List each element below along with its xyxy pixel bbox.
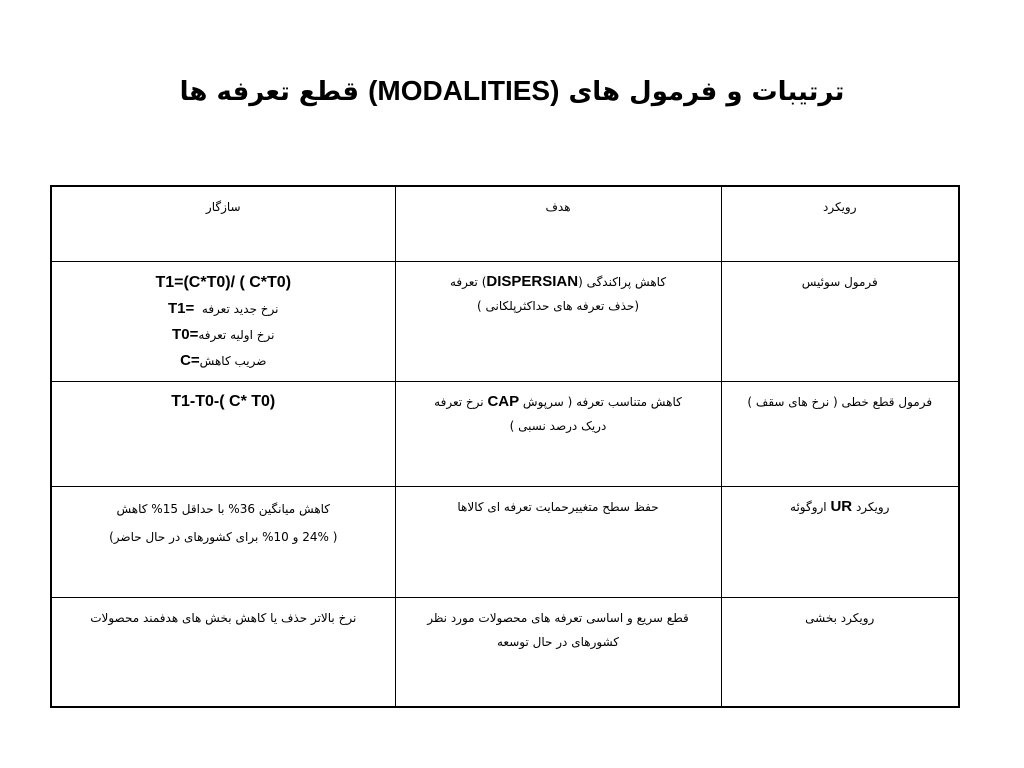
goal-line <box>402 390 715 414</box>
title-suffix: قطع تعرفه ها <box>179 77 369 107</box>
mech-symbol: =T0 <box>172 326 199 344</box>
header-goal: هدف <box>395 186 721 262</box>
cell-goal <box>395 486 721 597</box>
goal-text: کاهش متناسب تعرفه ( سرپوش <box>519 394 682 409</box>
approach-text: رویکرد بخشی <box>805 611 875 626</box>
table-header-row <box>51 186 959 262</box>
approach-text <box>790 497 890 515</box>
cell-mechanism <box>51 598 395 707</box>
formula: T1-T0-( C* T0) <box>171 392 276 410</box>
header-mechanism: سازگار <box>51 186 395 262</box>
cell-approach <box>721 262 959 381</box>
goal-term: DISPERSIAN <box>486 273 579 291</box>
goal-line: (حذف تعرفه های حداکثرپلکانی ) <box>476 299 640 314</box>
goal-text: حفظ سطح متغییرحمایت تعرفه ای کالاها <box>457 499 659 514</box>
formula: T1=(C*T0)/ ( C*T0) <box>155 274 292 292</box>
approach-text: فرمول سوئیس <box>801 275 878 290</box>
mech-line <box>58 322 389 348</box>
mech-symbol: =C <box>180 352 200 370</box>
cell-approach <box>721 486 959 597</box>
mech-text: ضریب کاهش <box>199 354 267 369</box>
mech-symbol: =T1 <box>167 300 195 318</box>
mech-line <box>58 296 389 322</box>
approach-text: فرمول قطع خطی ( نرخ های سقف ) <box>747 394 933 409</box>
header-approach: رویکرد <box>721 186 959 262</box>
table-row <box>51 381 959 486</box>
mech-text: نرخ جدید تعرفه <box>201 302 279 317</box>
modalities-table <box>50 185 960 708</box>
goal-text: نرخ تعرفه <box>434 394 488 409</box>
mech-line: کاهش میانگین 36% با حداقل 15% کاهش <box>116 501 331 516</box>
title-latin: (MODALITIES) <box>368 75 560 106</box>
goal-line <box>402 270 715 294</box>
approach-part: رویکرد <box>852 499 890 514</box>
cell-approach <box>721 381 959 486</box>
cell-mechanism <box>51 262 395 381</box>
mech-line: ( 24% و 10% برای کشورهای در حال حاضر) <box>109 529 338 544</box>
approach-term: UR <box>830 497 853 515</box>
cell-mechanism <box>51 486 395 597</box>
goal-line: کشورهای در حال توسعه <box>497 635 619 650</box>
cell-goal <box>395 262 721 381</box>
goal-line: قطع سریع و اساسی تعرفه های محصولات مورد نظر <box>427 611 689 626</box>
approach-part: اروگوئه <box>790 499 831 514</box>
table-row <box>51 486 959 597</box>
goal-text: ) تعرفه <box>449 275 487 290</box>
mech-text: نرخ اولیه تعرفه <box>198 328 275 343</box>
table-row <box>51 598 959 707</box>
title-prefix: ترتیبات و فرمول های <box>559 77 845 107</box>
goal-term: CAP <box>487 392 520 410</box>
goal-text: کاهش پراکندگی ( <box>578 275 667 290</box>
cell-goal <box>395 381 721 486</box>
mech-text: نرخ بالاتر حذف یا کاهش بخش های هدفمند محصولات <box>90 611 357 626</box>
table-row <box>51 262 959 381</box>
mech-line <box>58 348 389 374</box>
goal-line: دریک درصد نسبی ) <box>509 418 607 433</box>
cell-goal <box>395 598 721 707</box>
slide-title <box>0 66 1024 117</box>
cell-approach <box>721 598 959 707</box>
cell-mechanism <box>51 381 395 486</box>
